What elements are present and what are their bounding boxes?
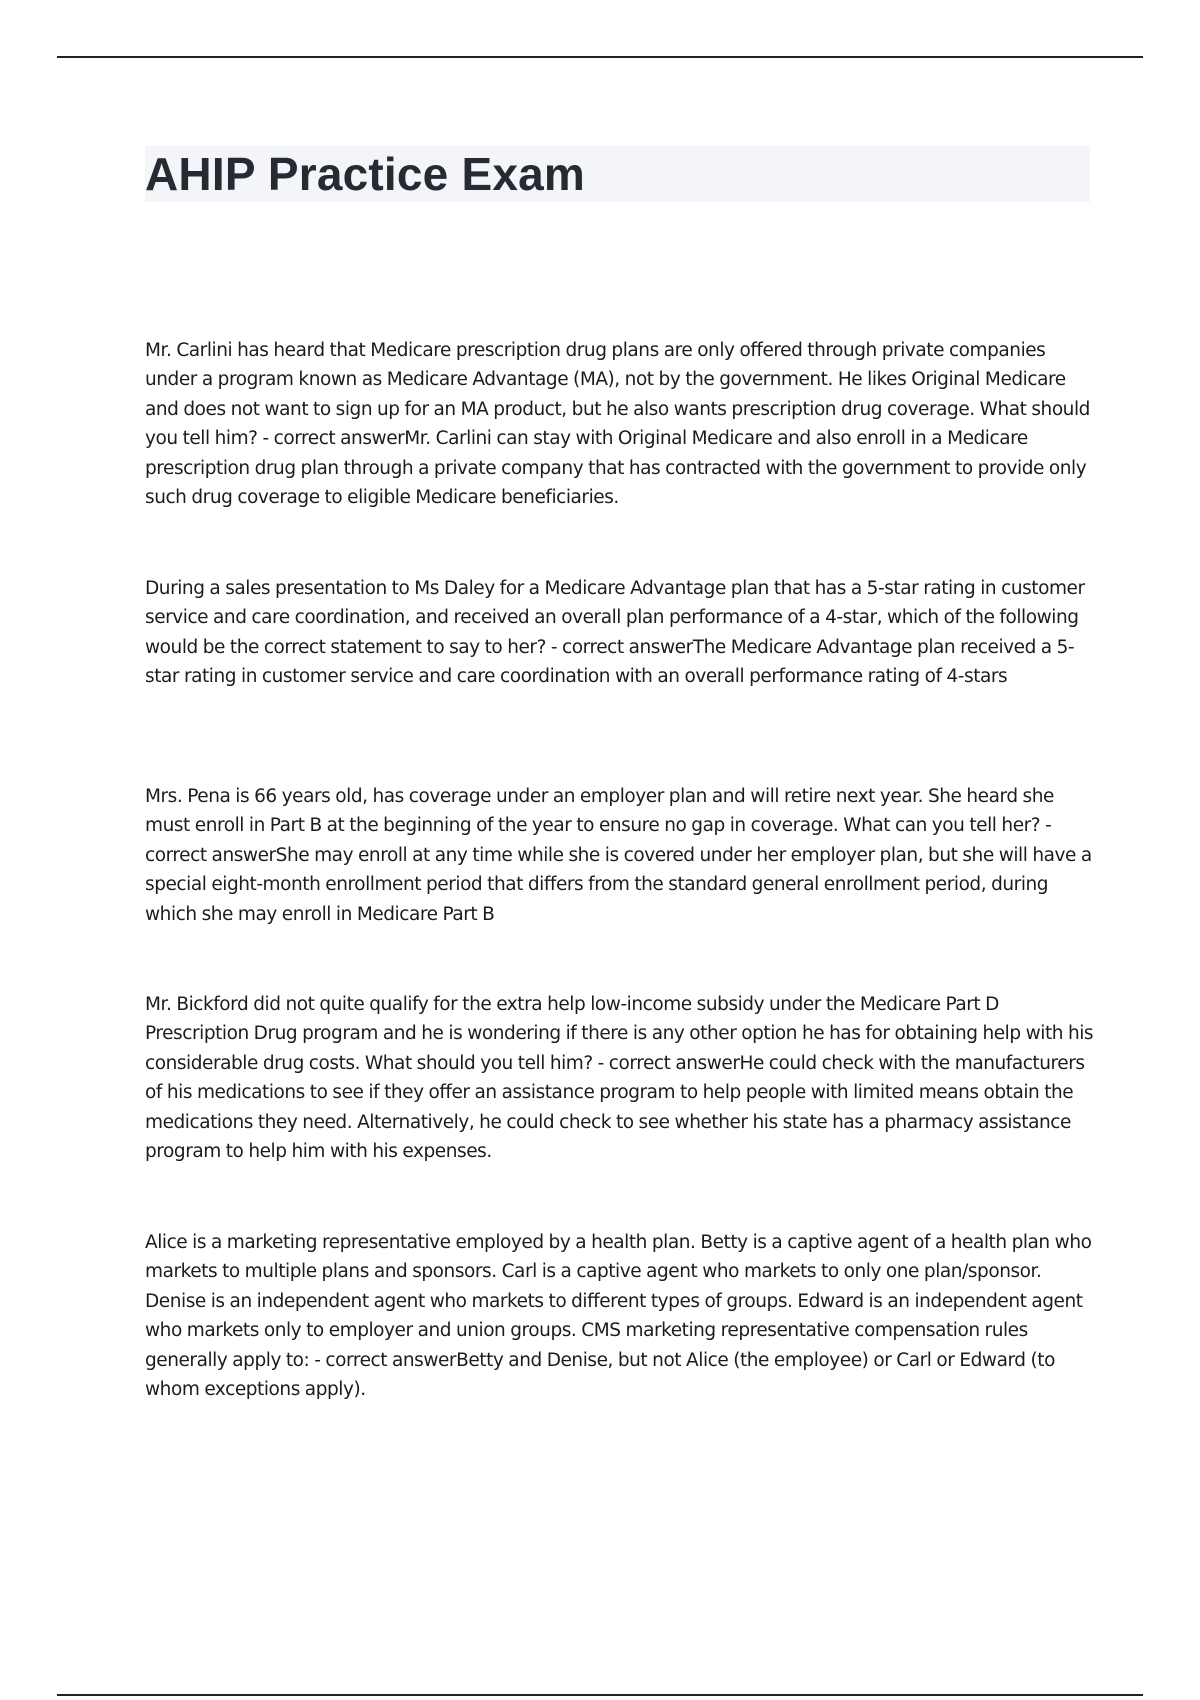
question-answer-3: Mrs. Pena is 66 years old, has coverage under an employer plan and will retire next year. She heard she must enroll in Part B at the beginning of the year to ensure no gap in coverage. What can you tell her? - correct answerShe may enroll at any time while she is covered under her employer plan, but she will have a special eight-month enrollment period that differs from the standard general enrollment period, during which she may enroll in Medicare Part B	[145, 786, 1092, 925]
question-answer-2: During a sales presentation to Ms Daley for a Medicare Advantage plan that has a 5-star rating in customer service and care coordination, and received an overall plan performance of a 4-star, which of the following would be the correct statement to say to her? - correct answerThe Medicare Advantage plan received a 5-star rating in customer service and care coordination with an overall performance rating of 4-stars	[145, 578, 1085, 688]
question-answer-4: Mr. Bickford did not quite qualify for the extra help low-income subsidy under the Medicare Part D Prescription Drug program and he is wondering if there is any other option he has for obtaining help with his considerable drug costs. What should you tell him? - correct answerHe could check with the manufacturers of his medications to see if they offer an assistance program to help people with limited means obtain the medications they need. Alternatively, he could check to see whether his state has a pharmacy assistance program to help him with his expenses.	[145, 994, 1094, 1163]
document-title: AHIP Practice Exam	[145, 148, 585, 200]
bottom-rule	[57, 1694, 1143, 1696]
question-answer-1: Mr. Carlini has heard that Medicare prescription drug plans are only offered through private companies under a program known as Medicare Advantage (MA), not by the government. He likes Original Medicare and does not want to sign up for an MA product, but he also wants prescription drug coverage. What should you tell him? - correct answerMr. Carlini can stay with Original Medicare and also enroll in a Medicare prescription drug plan through a private company that has contracted with the government to provide only such drug coverage to eligible Medicare beneficiaries.	[145, 340, 1090, 509]
question-answer-5: Alice is a marketing representative employed by a health plan. Betty is a captive agent of a health plan who markets to multiple plans and sponsors. Carl is a captive agent who markets to only one plan/sponsor. Denise is an independent agent who markets to different types of groups. Edward is an independent agent who markets only to employer and union groups. CMS marketing representative compensation rules generally apply to: - correct answerBetty and Denise, but not Alice (the employee) or Carl or Edward (to whom exceptions apply).	[145, 1232, 1092, 1401]
top-rule	[57, 56, 1143, 58]
